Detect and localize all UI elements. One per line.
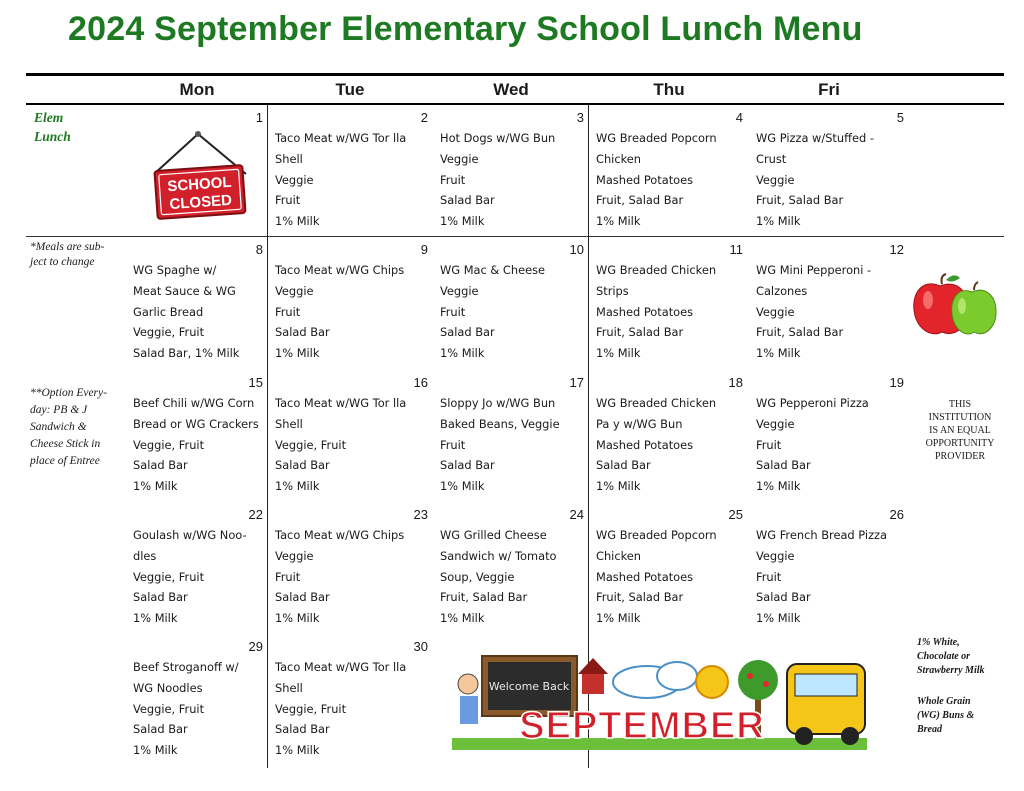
menu-cell — [275, 128, 406, 232]
menu-item: WG Pepperoni Pizza — [756, 396, 869, 410]
menu-item: Salad Bar — [756, 458, 811, 473]
menu-cell — [440, 128, 555, 232]
menu-item: Taco Meat w/WG Tor lla — [275, 131, 407, 145]
menu-item: Beef Stroganoff w/ — [133, 660, 239, 674]
day-number: 4 — [735, 110, 743, 125]
menu-item: Mashed Potatoes — [596, 569, 694, 584]
day-number: 12 — [889, 242, 904, 257]
page-title: 2024 September Elementary School Lunch Menu — [68, 10, 863, 48]
menu-cell — [596, 128, 717, 232]
day-header-fri: Fri — [818, 80, 840, 99]
meals-subject-note: *Meals are sub- ject to change — [30, 241, 105, 268]
menu-item: Shell — [275, 151, 303, 166]
menu-item: Goulash w/WG Noo- — [133, 528, 247, 542]
school-closed-line2: CLOSED — [168, 191, 233, 214]
header-bottom-rule — [26, 103, 1004, 105]
day-number: 18 — [728, 375, 743, 390]
menu-item: Fruit — [275, 304, 301, 319]
menu-item: 1% Milk — [275, 214, 320, 229]
menu-cell — [133, 393, 259, 497]
menu-item: Beef Chili w/WG Corn — [133, 396, 255, 410]
menu-cell — [133, 657, 239, 761]
menu-item: WG Mini Pepperoni - — [756, 263, 872, 277]
menu-item: Veggie — [275, 172, 314, 187]
menu-item: Meat Sauce & WG — [133, 283, 236, 298]
menu-item: Veggie — [756, 416, 795, 431]
day-number: 2 — [420, 110, 428, 125]
option-note: **Option Every- day: PB & J Sandwich & Cheese Stick in place of Entree — [30, 387, 107, 467]
menu-cell — [596, 393, 716, 497]
menu-item: Fruit — [275, 193, 301, 208]
menu-item: 1% Milk — [275, 346, 320, 361]
menu-item: WG Breaded Popcorn — [596, 528, 717, 542]
menu-item: Fruit, Salad Bar — [596, 590, 684, 605]
menu-item: 1% Milk — [440, 346, 485, 361]
menu-item: Sloppy Jo w/WG Bun — [440, 396, 556, 410]
menu-cell — [596, 260, 716, 364]
menu-item: Fruit, Salad Bar — [756, 193, 844, 208]
day-number: 9 — [420, 242, 428, 257]
menu-item: Taco Meat w/WG Tor lla — [275, 660, 407, 674]
menu-item: Mashed Potatoes — [596, 437, 694, 452]
menu-item: Calzones — [756, 283, 808, 298]
header-rule — [26, 73, 1004, 76]
september-banner-text: SEPTEMBER — [519, 705, 765, 747]
menu-item: WG Pizza w/Stuffed - — [756, 131, 874, 145]
menu-item: 1% Milk — [133, 479, 178, 494]
menu-item: Salad Bar — [133, 722, 188, 737]
menu-item: 1% Milk — [596, 611, 641, 626]
menu-item: Veggie, Fruit — [133, 437, 205, 452]
menu-item: WG Spaghe w/ — [133, 263, 217, 277]
menu-item: 1% Milk — [440, 611, 485, 626]
menu-item: Garlic Bread — [133, 304, 204, 319]
menu-item: Pa y w/WG Bun — [596, 416, 683, 431]
menu-cell — [275, 657, 406, 761]
day-number: 19 — [889, 375, 904, 390]
menu-item: 1% Milk — [133, 743, 178, 758]
menu-item: 1% Milk — [756, 214, 801, 229]
welcome-back-september-illustration — [452, 652, 867, 758]
menu-item: Hot Dogs w/WG Bun — [440, 131, 556, 145]
day-number: 29 — [248, 639, 263, 654]
menu-item: Fruit — [440, 437, 466, 452]
menu-item: Fruit — [756, 437, 782, 452]
day-number: 3 — [576, 110, 584, 125]
menu-item: Chicken — [596, 548, 642, 563]
menu-item: Fruit, Salad Bar — [756, 325, 844, 340]
day-header-mon: Mon — [179, 80, 215, 99]
menu-item: Shell — [275, 416, 303, 431]
menu-item: Mashed Potatoes — [596, 172, 694, 187]
menu-item: Veggie — [756, 548, 795, 563]
menu-item: Veggie, Fruit — [275, 437, 347, 452]
day-number: 23 — [413, 507, 428, 522]
menu-item: Salad Bar — [275, 458, 330, 473]
menu-cell — [756, 393, 869, 497]
menu-item: Veggie — [275, 283, 314, 298]
menu-item: Salad Bar, 1% Milk — [133, 346, 240, 361]
day-number: 16 — [413, 375, 428, 390]
week1-bottom-rule — [26, 236, 1004, 237]
menu-item: Salad Bar — [133, 590, 188, 605]
menu-item: Salad Bar — [440, 193, 495, 208]
day-number: 30 — [413, 639, 428, 654]
menu-item: WG Grilled Cheese — [440, 528, 547, 542]
menu-item: 1% Milk — [440, 214, 485, 229]
menu-item: Veggie — [275, 548, 314, 563]
menu-item: 1% Milk — [133, 611, 178, 626]
menu-item: Fruit, Salad Bar — [596, 325, 684, 340]
school-closed-line1: SCHOOL — [166, 173, 233, 196]
menu-item: 1% Milk — [756, 611, 801, 626]
menu-item: 1% Milk — [596, 214, 641, 229]
menu-item: WG French Bread Pizza — [756, 528, 888, 542]
menu-item: Crust — [756, 151, 787, 166]
menu-item: Fruit — [440, 172, 466, 187]
day-header-tue: Tue — [335, 80, 365, 99]
menu-item: Veggie, Fruit — [133, 701, 205, 716]
day-header-wed: Wed — [493, 80, 529, 99]
menu-item: Soup, Veggie — [440, 569, 515, 584]
menu-cell — [275, 260, 404, 364]
menu-cell — [440, 260, 545, 364]
menu-item: WG Noodles — [133, 680, 203, 695]
menu-item: Fruit, Salad Bar — [440, 590, 528, 605]
menu-item: Salad Bar — [596, 458, 651, 473]
menu-item: Veggie, Fruit — [275, 701, 347, 716]
menu-cell — [275, 525, 404, 629]
menu-item: 1% Milk — [275, 479, 320, 494]
whole-grain-note: Whole Grain (WG) Buns & Bread — [917, 696, 975, 735]
menu-item: Veggie — [440, 151, 479, 166]
day-number: 11 — [729, 242, 743, 257]
day-number: 8 — [255, 242, 263, 257]
menu-item: Taco Meat w/WG Chips — [275, 263, 405, 277]
welcome-back-text: Welcome Back — [488, 680, 570, 693]
menu-item: Salad Bar — [440, 458, 495, 473]
menu-item: Salad Bar — [275, 325, 330, 340]
menu-item: WG Breaded Popcorn — [596, 131, 717, 145]
menu-item: Mashed Potatoes — [596, 304, 694, 319]
menu-item: Bread or WG Crackers — [133, 416, 259, 431]
menu-item: Shell — [275, 680, 303, 695]
equal-opportunity-note: THIS INSTITUTION IS AN EQUAL OPPORTUNITY PROVIDER — [925, 399, 995, 462]
menu-cell — [133, 525, 247, 629]
menu-item: Veggie, Fruit — [133, 325, 205, 340]
menu-cell — [133, 260, 239, 364]
menu-cell — [440, 525, 557, 629]
menu-item: Chicken — [596, 151, 642, 166]
menu-item: Strips — [596, 283, 629, 298]
day-number: 26 — [889, 507, 904, 522]
menu-item: WG Breaded Chicken — [596, 263, 717, 277]
menu-cell — [756, 525, 887, 629]
menu-item: WG Breaded Chicken — [596, 396, 717, 410]
day-number: 10 — [569, 242, 584, 257]
menu-item: 1% Milk — [275, 611, 320, 626]
menu-item: Salad Bar — [133, 458, 188, 473]
menu-cell — [440, 393, 560, 497]
day-header-thu: Thu — [653, 80, 685, 99]
menu-item: Veggie, Fruit — [133, 569, 205, 584]
day-number: 24 — [569, 507, 584, 522]
menu-item: 1% Milk — [275, 743, 320, 758]
day-number: 25 — [728, 507, 743, 522]
day-number: 1 — [255, 110, 263, 125]
day-number: 5 — [896, 110, 904, 125]
day-number: 17 — [569, 375, 584, 390]
menu-item: 1% Milk — [596, 346, 641, 361]
menu-item: Fruit, Salad Bar — [596, 193, 684, 208]
menu-item: Salad Bar — [440, 325, 495, 340]
menu-cell — [756, 260, 871, 364]
day-number: 15 — [248, 375, 263, 390]
apples-icon — [912, 272, 998, 340]
menu-item: WG Mac & Cheese — [440, 263, 546, 277]
school-closed-sign — [150, 130, 250, 220]
menu-cell — [756, 128, 874, 232]
menu-item: Veggie — [756, 304, 795, 319]
menu-item: Veggie — [440, 283, 479, 298]
menu-item: Salad Bar — [756, 590, 811, 605]
menu-item: Fruit — [440, 304, 466, 319]
menu-item: Taco Meat w/WG Tor lla — [275, 396, 407, 410]
menu-cell — [596, 525, 717, 629]
milk-note: 1% White, Chocolate or Strawberry Milk — [917, 637, 985, 676]
day-number: 22 — [248, 507, 263, 522]
menu-item: Taco Meat w/WG Chips — [275, 528, 405, 542]
menu-item: Veggie — [756, 172, 795, 187]
column-divider — [267, 104, 268, 768]
menu-item: Sandwich w/ Tomato — [440, 548, 557, 563]
menu-cell — [275, 393, 406, 497]
menu-item: 1% Milk — [756, 346, 801, 361]
menu-item: 1% Milk — [596, 479, 641, 494]
menu-item: 1% Milk — [440, 479, 485, 494]
menu-item: Salad Bar — [275, 590, 330, 605]
menu-item: Fruit — [275, 569, 301, 584]
elem-lunch-label: Elem Lunch — [34, 110, 71, 144]
menu-item: Baked Beans, Veggie — [440, 416, 560, 431]
menu-item: Salad Bar — [275, 722, 330, 737]
menu-item: 1% Milk — [756, 479, 801, 494]
menu-item: Fruit — [756, 569, 782, 584]
menu-item: dles — [133, 548, 157, 563]
